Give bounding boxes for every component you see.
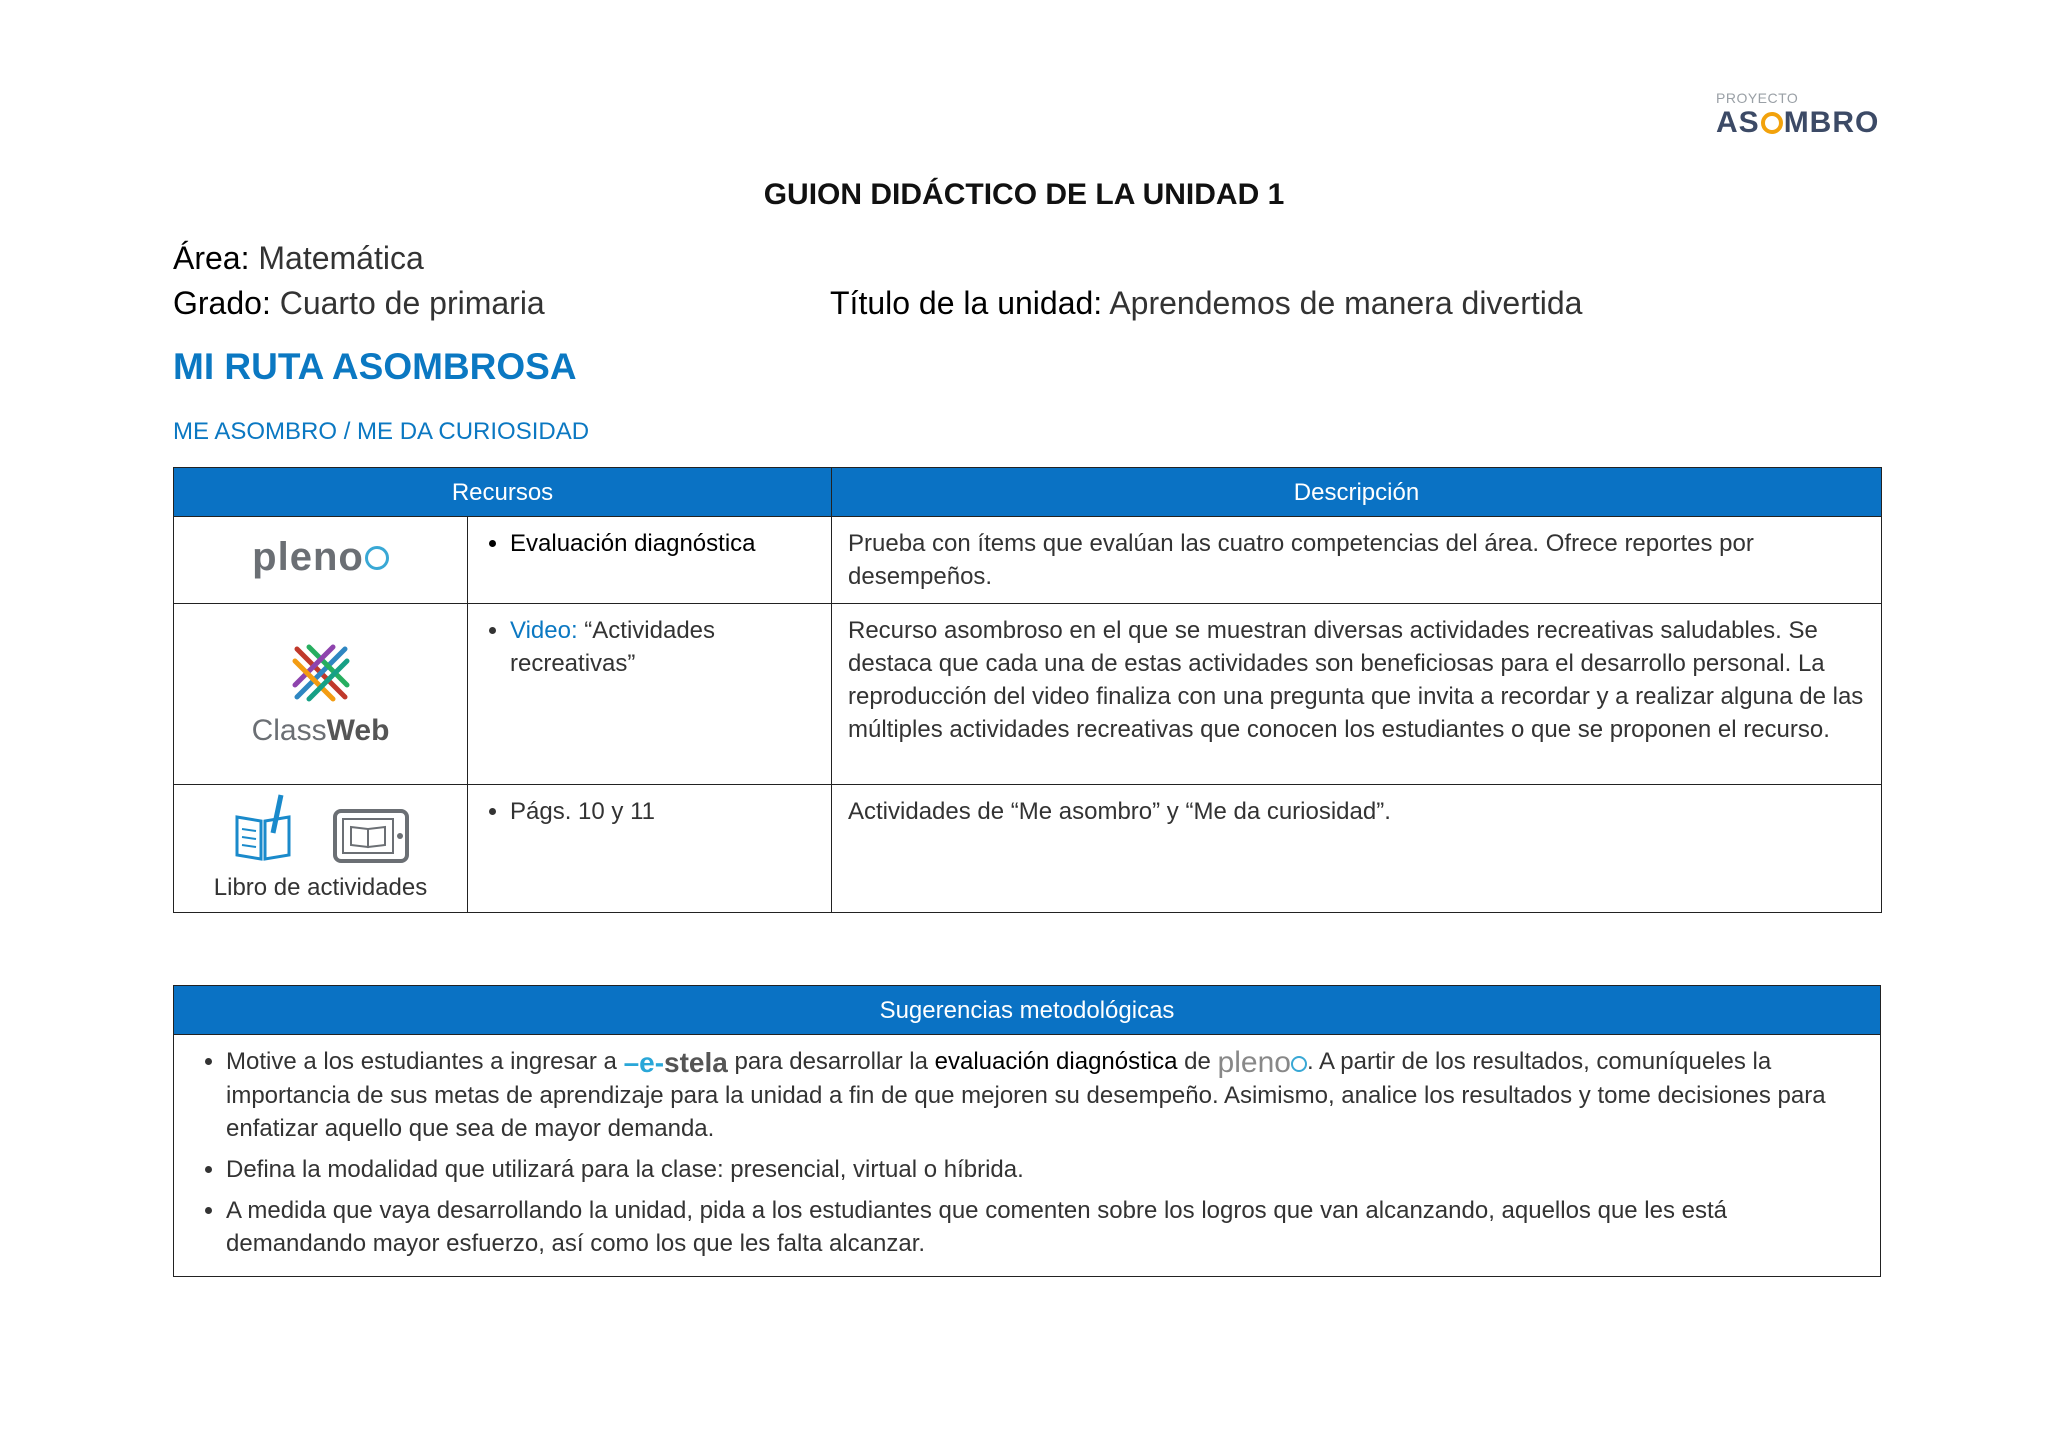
logo-o-icon [1761, 112, 1783, 134]
classweb-knot-icon [289, 641, 353, 705]
s1-text-c: de [1184, 1048, 1211, 1075]
book-pen-icon [233, 793, 293, 863]
tablet-book-icon [333, 809, 409, 863]
resource-item[interactable]: • Evaluación diagnóstica [510, 527, 815, 560]
table-row [174, 517, 1882, 604]
libro-label: Libro de actividades [213, 874, 428, 901]
suggestions-table [173, 985, 1881, 1277]
resources-table [173, 467, 1882, 913]
suggestions-header: Sugerencias metodológicas [174, 986, 1881, 1035]
classweb-logo-cell [174, 604, 468, 785]
page-title: GUION DIDÁCTICO DE LA UNIDAD 1 [763, 178, 1285, 211]
titulo-unidad-label: Título de la unidad: [830, 285, 1103, 321]
resource-item-cell [468, 785, 832, 913]
resource-description: Recurso asombroso en el que se muestran diversas actividades recreativas saludables. Se destaca que cada una de estas actividades son beneficiosas para el desarrollo personal. La reproducción del video finaliza con una pregunta que invita a recordar y a realizar alguna de las múltiples actividades recreativas que conocen los estudiantes o que se proponen el recurso. [832, 604, 1882, 785]
estela-dash: –e- [623, 1047, 665, 1079]
pleno-logo-text: pleno [252, 535, 364, 579]
libro-icons [180, 793, 461, 863]
classweb-web: Web [326, 714, 390, 747]
s1-bold: evaluación diagnóstica [934, 1048, 1178, 1075]
s1-text-b: para desarrollar la [734, 1048, 928, 1075]
pleno-inline-text: pleno [1217, 1046, 1291, 1080]
titulo-unidad-value: Aprendemos de manera divertida [1109, 285, 1583, 321]
pleno-logo [252, 535, 389, 579]
grado-label: Grado: [173, 285, 271, 321]
header-descripcion: Descripción [832, 468, 1882, 517]
suggestion-item [226, 1045, 1868, 1145]
classweb-logo-text [180, 714, 461, 747]
logo-right-text: MBRO [1783, 106, 1880, 139]
titulo-unidad-line [830, 285, 1582, 322]
suggestion-item: • A medida que vaya desarrollando la unidad, pida a los estudiantes que comenten sobre los logros que van alcanzando, aquellos que les está demandando mayor esfuerzo, así como los que les falta alcanzar. [226, 1194, 1868, 1260]
table-row [174, 604, 1882, 785]
logo-left-text: AS [1716, 106, 1760, 139]
area-value: Matemática [258, 240, 424, 276]
s1-text-d: . A partir de los resultados, comuníqueles la importancia de sus metas de aprendizaje para la unidad a fin de que mejoren su desempeño. Asimismo, analice los resultados y tome decisiones para enfatizar aquello que sea de mayor demanda. [226, 1048, 1826, 1143]
check-icon [1291, 1056, 1307, 1072]
libro-logo-cell [174, 785, 468, 913]
s1-text-a: Motive a los estudiantes a ingresar a [226, 1048, 617, 1075]
grado-value: Cuarto de primaria [279, 285, 545, 321]
resources-header-row [174, 468, 1882, 517]
classweb-class: Class [251, 714, 327, 747]
route-heading: MI RUTA ASOMBROSA [173, 346, 577, 387]
video-prefix: Video: [510, 617, 578, 644]
grado-line [173, 285, 545, 322]
pleno-logo-cell [174, 517, 468, 604]
table-row [174, 785, 1882, 913]
logo-proyecto-text: PROYECTO [1716, 90, 1799, 106]
resource-item[interactable] [510, 614, 815, 680]
area-line [173, 240, 424, 277]
header-recursos: Recursos [174, 468, 832, 517]
resource-description: Prueba con ítems que evalúan las cuatro competencias del área. Ofrece reportes por desempeños. [832, 517, 1882, 604]
resource-item-cell [468, 517, 832, 604]
logo-wordmark [1716, 106, 1879, 140]
suggestions-body [174, 1035, 1881, 1277]
estela-word: stela [664, 1047, 728, 1079]
resource-item[interactable]: • Págs. 10 y 11 [510, 795, 815, 828]
resource-description: Actividades de “Me asombro” y “Me da curiosidad”. [832, 785, 1882, 913]
suggestions-header-row [174, 986, 1881, 1035]
asombro-logo [1716, 90, 1879, 140]
check-icon [365, 546, 389, 570]
estela-logo[interactable] [624, 1046, 728, 1079]
area-label: Área: [173, 240, 250, 276]
pleno-inline-logo[interactable] [1218, 1046, 1307, 1079]
suggestion-item: • Defina la modalidad que utilizará para la clase: presencial, virtual o híbrida. [226, 1153, 1868, 1186]
video-title: “Actividades recreativas” [510, 617, 716, 677]
resource-item-cell [468, 604, 832, 785]
suggestions-body-row [174, 1035, 1881, 1277]
section-heading: ME ASOMBRO / ME DA CURIOSIDAD [173, 418, 590, 445]
